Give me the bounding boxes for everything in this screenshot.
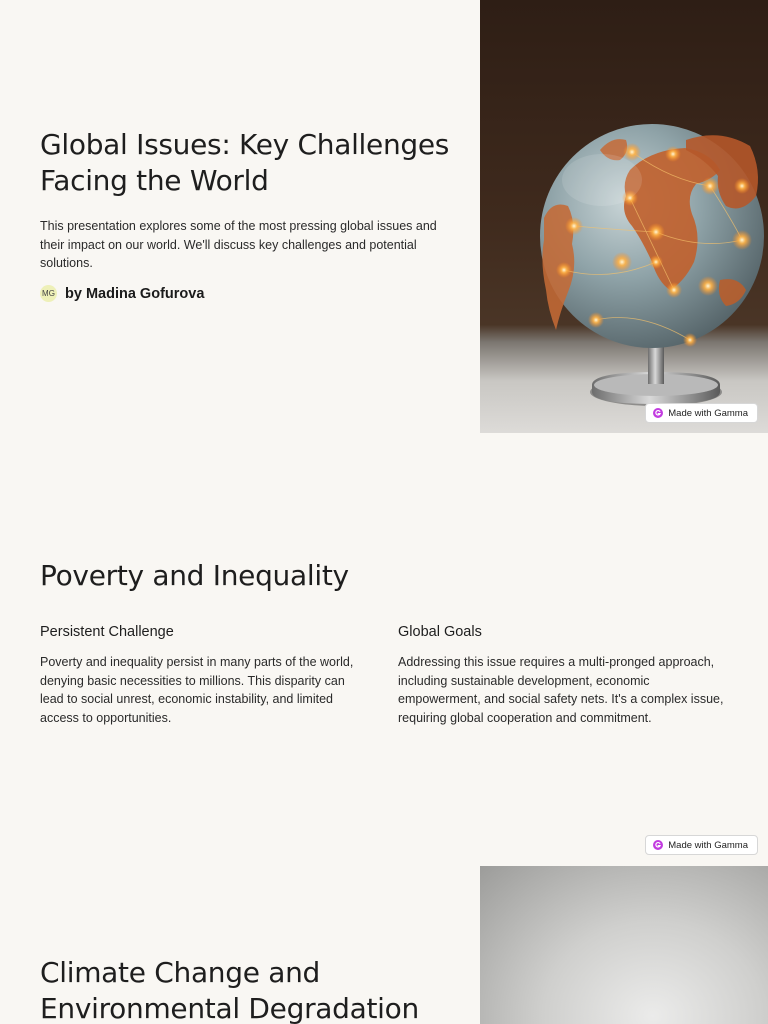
slide-title <box>40 955 470 1024</box>
column-heading: Global Goals <box>398 624 482 640</box>
title-slide <box>0 0 768 433</box>
column-global-goals <box>398 621 728 727</box>
slide-title-line-2: Environmental Degradation <box>40 992 419 1024</box>
author-avatar: MG <box>40 285 57 302</box>
poverty-slide <box>0 433 768 866</box>
climate-image <box>480 866 768 1024</box>
slide-title: Global Issues: Key Challenges Facing the World <box>40 128 450 197</box>
author-byline <box>40 285 204 302</box>
globe-illustration <box>480 0 768 433</box>
intro-paragraph: This presentation explores some of the most pressing global issues and their impact on our world. We'll discuss key challenges and potential solutions. <box>40 219 437 270</box>
made-with-gamma-badge[interactable] <box>645 835 758 855</box>
author-name: by Madina Gofurova <box>65 285 205 302</box>
slide-title: Poverty and Inequality <box>40 559 349 592</box>
gamma-badge-label: Made with Gamma <box>668 407 748 419</box>
slide-title-line-1: Climate Change and <box>40 956 321 989</box>
column-body: Poverty and inequality persist in many parts of the world, denying basic necessities to millions. This disparity can lead to social unrest, economic instability, and limited access to opportunities. <box>40 655 354 725</box>
climate-slide <box>0 866 768 1024</box>
column-heading: Persistent Challenge <box>40 624 174 640</box>
gamma-logo-icon <box>653 840 663 850</box>
column-body: Addressing this issue requires a multi-pronged approach, including sustainable development, economic empowerment, and social safety nets. It's a complex issue, requiring global cooperation and commitment. <box>398 655 724 725</box>
globe-image <box>480 0 768 433</box>
column-persistent-challenge <box>40 621 370 727</box>
gamma-logo-icon <box>653 408 663 418</box>
gamma-badge-label: Made with Gamma <box>668 839 748 851</box>
made-with-gamma-badge[interactable] <box>645 403 758 423</box>
